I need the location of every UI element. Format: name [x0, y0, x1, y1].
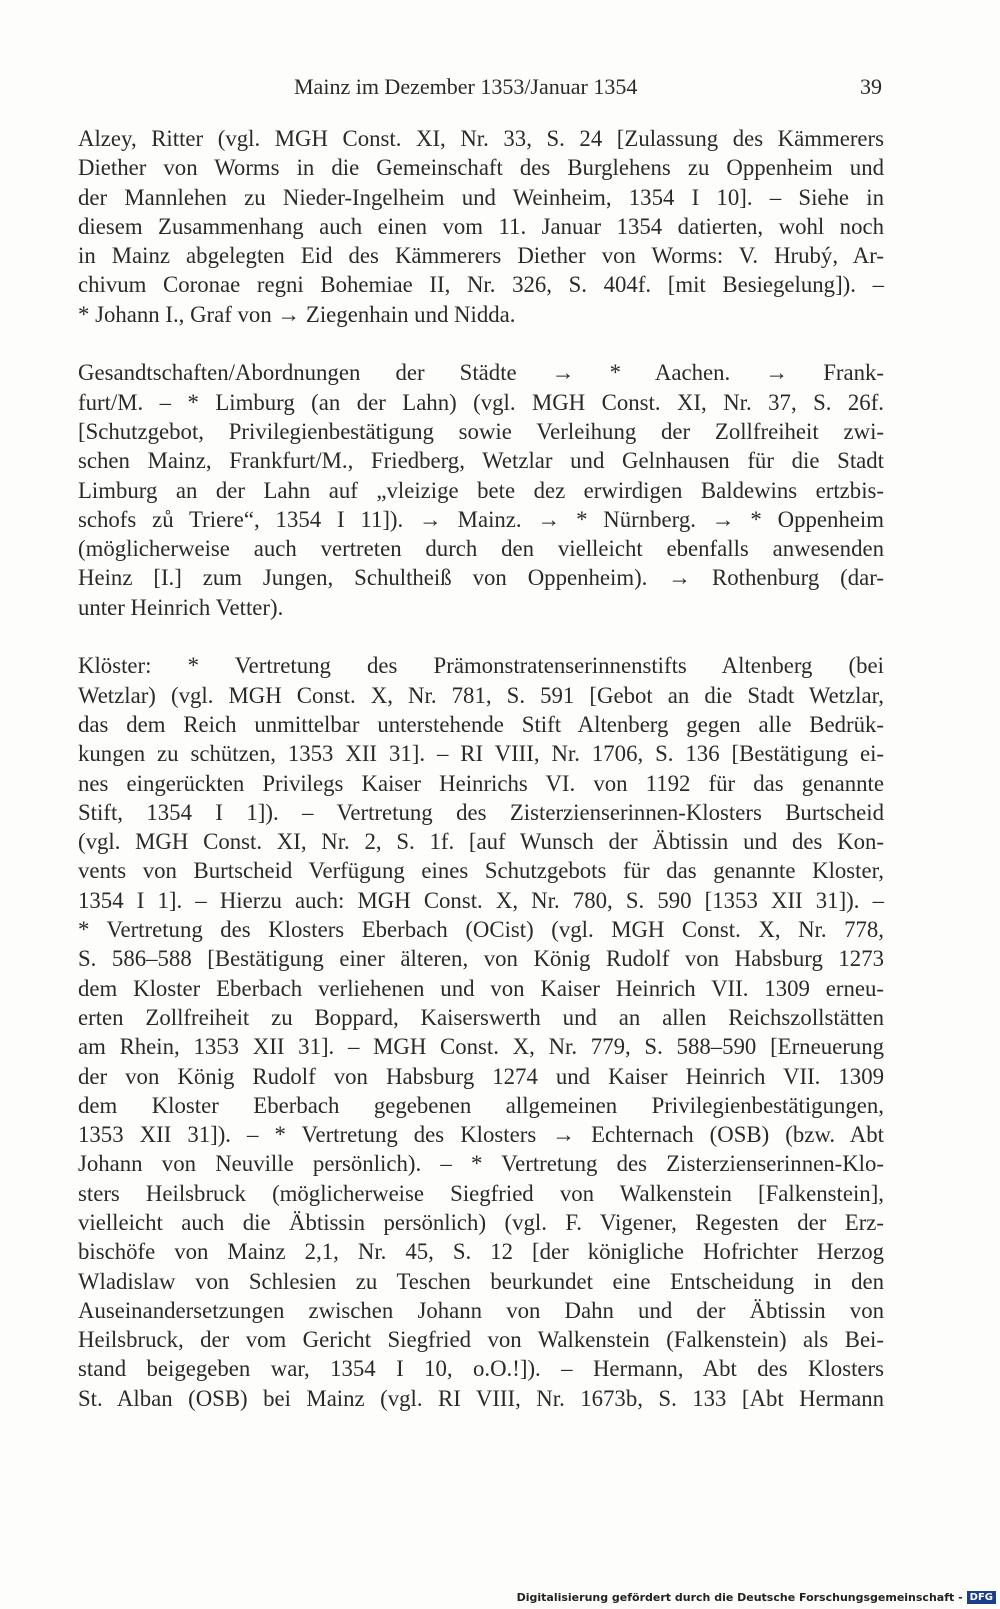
text-line: unter Heinrich Vetter).	[78, 594, 284, 620]
text-line: chivum Coronae regni Bohemiae II, Nr. 326, S. 404f. [mit Besiegelung]). –	[78, 272, 884, 298]
text-line: Alzey, Ritter (vgl. MGH Const. XI, Nr. 33, S. 24 [Zulassung des Kämmerers	[78, 126, 884, 151]
text-line: schen Mainz, Frankfurt/M., Friedberg, Wetzlar und Gelnhausen für die Stadt	[78, 448, 884, 474]
text-line: vielleicht auch die Äbtissin persönlich) (vgl. F. Vigener, Regesten der Erz-	[78, 1209, 884, 1235]
text-line: Gesandtschaften/Abordnungen der Städte → * Aachen. → Frank-	[78, 360, 884, 386]
text-line: der Mannlehen zu Nieder-Ingelheim und Weinheim, 1354 I 10]. – Siehe in	[78, 184, 884, 210]
text-line: dem Kloster Eberbach verliehenen und von Kaiser Heinrich VII. 1309 erneu-	[78, 975, 884, 1001]
text-line: vents von Burtscheid Verfügung eines Schutzgebots für das genannte Kloster,	[78, 858, 884, 884]
text-line: Heilsbruck, der vom Gericht Siegfried von Walkenstein (Falkenstein) als Bei-	[78, 1327, 884, 1353]
text-line: erten Zollfreiheit zu Boppard, Kaiserswerth und an allen Reichszollstätten	[78, 1004, 884, 1030]
text-line: (möglicherweise auch vertreten durch den vielleicht ebenfalls anwesenden	[78, 536, 884, 562]
text-line: dem Kloster Eberbach gegebenen allgemeinen Privilegienbestätigungen,	[78, 1092, 884, 1118]
text-line: Diether von Worms in die Gemeinschaft des Burglehens zu Oppenheim und	[78, 155, 884, 181]
text-line: 1353 XII 31]). – * Vertretung des Klosters → Echternach (OSB) (bzw. Abt	[78, 1122, 884, 1148]
text-line: furt/M. – * Limburg (an der Lahn) (vgl. MGH Const. XI, Nr. 37, S. 26f.	[78, 389, 884, 415]
text-line: Johann von Neuville persönlich). – * Vertretung des Zisterzienserinnen-Klo-	[78, 1151, 884, 1177]
text-line: das dem Reich unmittelbar unterstehende Stift Altenberg gegen alle Bedrük-	[78, 711, 884, 737]
digitization-footer	[517, 1585, 1000, 1609]
text-line: Auseinandersetzungen zwischen Johann von Dahn und der Äbtissin von	[78, 1297, 884, 1323]
text-line: * Johann I., Graf von → Ziegenhain und Nidda.	[78, 301, 516, 327]
text-line: sters Heilsbruck (möglicherweise Siegfried von Walkenstein [Falkenstein],	[78, 1180, 884, 1206]
text-line: Stift, 1354 I 1]). – Vertretung des Zisterzienserinnen-Klosters Burtscheid	[78, 799, 884, 825]
paragraph-gap	[78, 329, 884, 358]
text-line: Heinz [I.] zum Jungen, Schultheiß von Oppenheim). → Rothenburg (dar-	[78, 565, 884, 591]
text-line: Wladislaw von Schlesien zu Teschen beurkundet eine Entscheidung in den	[78, 1268, 884, 1294]
paragraph-gap	[78, 622, 884, 651]
running-title: Mainz im Dezember 1353/Januar 1354	[294, 74, 638, 99]
text-line: stand beigegeben war, 1354 I 10, o.O.!]). – Hermann, Abt des Klosters	[78, 1356, 884, 1382]
text-line: * Vertretung des Klosters Eberbach (OCist) (vgl. MGH Const. X, Nr. 778,	[78, 917, 884, 943]
text-line: Klöster: * Vertretung des Prämonstratenserinnenstifts Altenberg (bei	[78, 653, 884, 679]
text-line: (vgl. MGH Const. XI, Nr. 2, S. 1f. [auf Wunsch der Äbtissin und des Kon-	[78, 829, 884, 855]
footer-text: Digitalisierung gefördert durch die Deutsche Forschungsgemeinschaft -	[516, 1590, 963, 1604]
text-line: [Schutzgebot, Privilegienbestätigung sowie Verleihung der Zollfreiheit zwi-	[78, 418, 884, 444]
text-line: in Mainz abgelegten Eid des Kämmerers Diether von Worms: V. Hrubý, Ar-	[78, 243, 884, 269]
dfg-logo: DFG	[967, 1591, 996, 1604]
text-line: St. Alban (OSB) bei Mainz (vgl. RI VIII, Nr. 1673b, S. 133 [Abt Hermann	[78, 1385, 884, 1411]
text-line: bischöfe von Mainz 2,1, Nr. 45, S. 12 [der königliche Hofrichter Herzog	[78, 1239, 884, 1265]
running-head	[78, 68, 882, 108]
text-line: am Rhein, 1353 XII 31]. – MGH Const. X, Nr. 779, S. 588–590 [Erneuerung	[78, 1034, 884, 1060]
text-line: nes eingerückten Privilegs Kaiser Heinrichs VI. von 1192 für das genannte	[78, 770, 884, 796]
body-text	[78, 124, 884, 1413]
text-line: der von König Rudolf von Habsburg 1274 und Kaiser Heinrich VII. 1309	[78, 1063, 884, 1089]
text-line: Limburg an der Lahn auf „vleizige bete dez erwirdigen Baldewins ertzbis-	[78, 477, 884, 503]
text-line: kungen zu schützen, 1353 XII 31]. – RI VIII, Nr. 1706, S. 136 [Bestätigung ei-	[78, 741, 884, 767]
page-number: 39	[860, 74, 882, 99]
text-line: diesem Zusammenhang auch einen vom 11. Januar 1354 datierten, wohl noch	[78, 213, 884, 239]
text-line: 1354 I 1]. – Hierzu auch: MGH Const. X, Nr. 780, S. 590 [1353 XII 31]). –	[78, 887, 884, 913]
text-line: S. 586–588 [Bestätigung einer älteren, von König Rudolf von Habsburg 1273	[78, 946, 884, 972]
text-line: schofs zů Triere“, 1354 I 11]). → Mainz. → * Nürnberg. → * Oppenheim	[78, 506, 884, 532]
text-line: Wetzlar) (vgl. MGH Const. X, Nr. 781, S. 591 [Gebot an die Stadt Wetzlar,	[78, 682, 884, 708]
